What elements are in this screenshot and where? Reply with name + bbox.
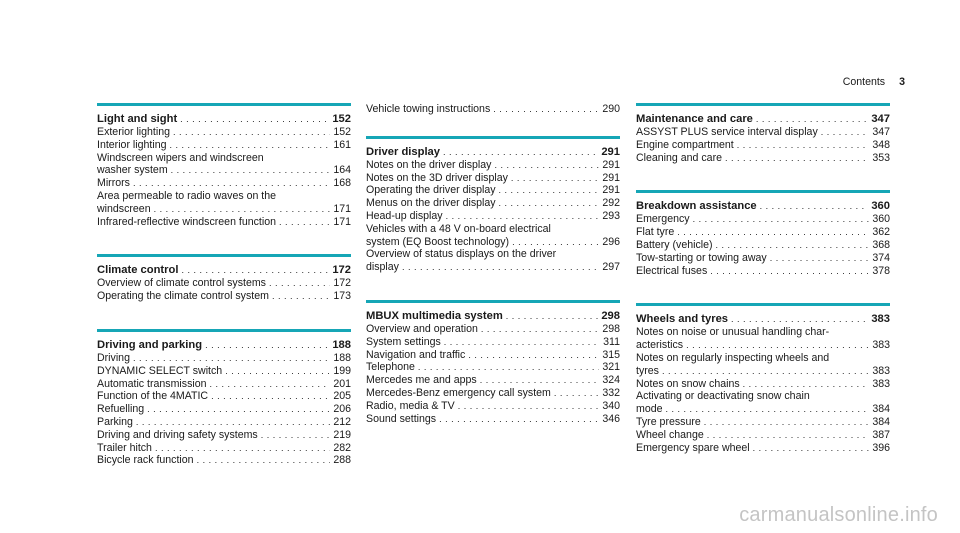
toc-entry-page: 205 (333, 390, 351, 403)
toc-entry-page: 173 (333, 290, 351, 303)
toc-entry-page: 212 (333, 415, 351, 428)
page-header (843, 76, 905, 88)
dot-leader (760, 199, 869, 213)
toc-entry[interactable] (636, 152, 890, 165)
toc-entry[interactable] (636, 378, 890, 391)
toc-entry-page: 383 (872, 339, 890, 352)
toc-entry[interactable] (366, 184, 620, 197)
toc-entry[interactable] (366, 374, 620, 387)
section-heading-title: Climate control (97, 264, 179, 277)
toc-entry-page: 374 (872, 251, 890, 264)
toc-entry-wrapped-line[interactable]: Vehicles with a 48 V on-board electrical (366, 222, 551, 235)
toc-entry-page: 360 (872, 213, 890, 226)
toc-entry-title: System settings (366, 335, 441, 348)
toc-entry[interactable] (366, 400, 620, 413)
section-heading[interactable] (97, 263, 351, 277)
toc-entry[interactable] (636, 226, 890, 239)
dot-leader (499, 184, 600, 197)
section-heading[interactable] (366, 145, 620, 159)
dot-leader (506, 309, 599, 323)
toc-entry[interactable] (366, 323, 620, 336)
section-heading-page: 291 (601, 145, 620, 158)
toc-entry-title: Mirrors (97, 177, 130, 190)
dot-leader (743, 378, 870, 391)
toc-entry[interactable] (97, 429, 351, 442)
toc-entry-title: DYNAMIC SELECT switch (97, 364, 223, 377)
section-heading[interactable] (366, 309, 620, 323)
section-divider-bar (97, 254, 351, 257)
section-heading-page: 152 (332, 113, 351, 125)
dot-leader (439, 413, 599, 426)
toc-entry[interactable] (636, 429, 890, 442)
toc-entry[interactable] (366, 336, 620, 349)
toc-entry-title: Driving (97, 351, 130, 364)
toc-entry-page: 368 (872, 238, 890, 251)
toc-entry-page: 291 (602, 184, 620, 197)
dot-leader (269, 277, 330, 290)
toc-entry-page: 321 (602, 361, 620, 374)
toc-entry-page: 201 (333, 377, 351, 390)
toc-entry-title: tyres (636, 364, 659, 377)
section-heading-title: Light and sight (97, 113, 178, 125)
toc-entry[interactable] (366, 387, 620, 400)
toc-entry-wrapped-line[interactable]: Notes on noise or unusual handling char- (636, 326, 830, 339)
dot-leader (677, 226, 869, 239)
toc-entry-title: Electrical fuses (636, 264, 708, 277)
toc-entry-page: 378 (872, 264, 890, 277)
toc-entry-title: Engine compartment (636, 138, 734, 151)
dot-leader (511, 172, 599, 185)
toc-entry-title: Parking (97, 415, 133, 428)
toc-entry[interactable] (97, 126, 351, 139)
dot-leader (753, 442, 870, 455)
toc-entry-title: Emergency spare wheel (636, 441, 750, 454)
dot-leader (211, 390, 330, 403)
dot-leader (197, 454, 331, 467)
toc-entry-wrapped-line[interactable]: Windscreen wipers and windscreen (97, 151, 264, 164)
toc-entry-page: 347 (872, 126, 890, 138)
toc-entry-page: 171 (333, 215, 351, 228)
toc-entry-title: acteristics (636, 339, 684, 352)
toc-entry-title: Emergency (636, 213, 690, 226)
toc-section (97, 103, 351, 228)
toc-entry-page: 332 (602, 386, 620, 399)
toc-entry-page: 383 (872, 377, 890, 390)
toc-column-3 (636, 103, 890, 480)
toc-section (97, 254, 351, 303)
dot-leader (731, 312, 868, 326)
section-heading-page: 360 (871, 200, 890, 213)
toc-entry[interactable] (366, 103, 620, 116)
toc-entry[interactable] (366, 159, 620, 172)
toc-entry[interactable] (366, 172, 620, 185)
dot-leader (494, 159, 599, 172)
toc-section (636, 103, 890, 164)
toc-entry-page: 383 (872, 364, 890, 377)
toc-entry[interactable] (636, 365, 890, 378)
toc-entry[interactable] (636, 442, 890, 455)
dot-leader (481, 323, 599, 336)
dot-leader (725, 152, 869, 165)
toc-entry-wrapped-line[interactable]: Activating or deactivating snow chain (636, 390, 810, 403)
toc-entry-title: system (EQ Boost technology) (366, 235, 510, 248)
dot-leader (770, 252, 870, 265)
header-page-number: 3 (899, 76, 905, 88)
toc-entry-title: Cleaning and care (636, 151, 722, 164)
toc-entry-page: 291 (602, 158, 620, 171)
toc-entry-page: 396 (872, 441, 890, 454)
toc-entry-page: 291 (602, 171, 620, 184)
section-divider-bar (636, 190, 890, 193)
toc-entry-page: 315 (602, 348, 620, 361)
toc-entry[interactable] (366, 261, 620, 274)
section-heading-page: 172 (332, 264, 351, 277)
section-heading[interactable] (97, 338, 351, 352)
dot-leader (181, 263, 329, 277)
toc-entry[interactable] (97, 416, 351, 429)
toc-entry[interactable] (636, 139, 890, 152)
toc-entry[interactable] (636, 213, 890, 226)
dot-leader (458, 400, 600, 413)
toc-entry-page: 171 (333, 202, 351, 215)
section-heading-title: MBUX multimedia system (366, 309, 503, 322)
toc-entry-page: 282 (333, 441, 351, 454)
toc-entry-wrapped-line[interactable]: Overview of status displays on the driver (366, 248, 557, 261)
toc-entry-page: 384 (872, 415, 890, 428)
toc-entry-wrapped-line[interactable]: Area permeable to radio waves on the (97, 189, 277, 202)
dot-leader (418, 361, 599, 374)
toc-entry-title: Radio, media & TV (366, 399, 455, 412)
toc-section (366, 136, 620, 274)
section-heading[interactable] (636, 199, 890, 213)
toc-entry-title: Bicycle rack function (97, 454, 194, 467)
toc-entry-title: Flat tyre (636, 226, 675, 239)
toc-entry[interactable] (636, 239, 890, 252)
toc-entry-title: mode (636, 403, 663, 416)
section-divider-bar (636, 303, 890, 306)
toc-entry-page: 293 (602, 209, 620, 222)
dot-leader (499, 197, 600, 210)
dot-leader (170, 139, 331, 152)
toc-entry-page: 362 (872, 226, 890, 239)
dot-leader (512, 236, 599, 249)
toc-entry[interactable] (366, 197, 620, 210)
dot-leader (443, 145, 598, 159)
toc-entry-title: Refuelling (97, 403, 145, 416)
section-divider-bar (97, 103, 351, 106)
toc-entry[interactable] (97, 378, 351, 391)
toc-entry-title: Notes on the driver display (366, 158, 492, 171)
toc-entry-title: Battery (vehicle) (636, 238, 713, 251)
dot-leader (707, 429, 870, 442)
toc-entry-title: Tow-starting or towing away (636, 251, 767, 264)
toc-entry-title: ASSYST PLUS service interval display (636, 126, 818, 138)
dot-leader (205, 338, 329, 352)
toc-entry-title: Driving and driving safety systems (97, 428, 258, 441)
dot-leader (171, 164, 331, 177)
dot-leader (180, 112, 329, 126)
toc-entry[interactable] (636, 339, 890, 352)
toc-entry-page: 152 (333, 126, 351, 138)
dot-leader (446, 210, 600, 223)
section-heading[interactable] (636, 312, 890, 326)
toc-entry[interactable] (97, 390, 351, 403)
toc-entry-page: 387 (872, 428, 890, 441)
toc-entry-title: display (366, 261, 399, 274)
section-heading-title: Maintenance and care (636, 113, 753, 125)
toc-entry[interactable] (97, 365, 351, 378)
toc-entry[interactable] (97, 177, 351, 190)
toc-entry[interactable] (97, 203, 351, 216)
toc-entry-page: 311 (603, 335, 620, 348)
toc-entry-page: 161 (333, 138, 351, 151)
toc-section (97, 329, 351, 467)
dot-leader (136, 416, 330, 429)
toc-entry-title: Notes on snow chains (636, 377, 740, 390)
section-heading-title: Wheels and tyres (636, 313, 729, 326)
toc-entry-page: 188 (333, 351, 351, 364)
dot-leader (737, 139, 870, 152)
toc-entry-title: Menus on the driver display (366, 197, 496, 210)
dot-leader (272, 290, 330, 303)
dot-leader (480, 374, 600, 387)
toc-entry-title: Sound settings (366, 412, 437, 425)
dot-leader (468, 349, 599, 362)
toc-entry-title: Vehicle towing instructions (366, 103, 491, 115)
toc-entry-title: Overview and operation (366, 322, 478, 335)
toc-section (636, 190, 890, 277)
toc-entry[interactable] (636, 265, 890, 278)
toc-entry-page: 292 (602, 197, 620, 210)
toc-entry-page: 353 (872, 151, 890, 164)
toc-entry[interactable] (636, 403, 890, 416)
toc-entry-page: 164 (333, 164, 351, 177)
section-divider-bar (366, 136, 620, 139)
toc-entry-page: 297 (602, 261, 620, 274)
toc-entry[interactable] (366, 361, 620, 374)
toc-entry-title: windscreen (97, 202, 151, 215)
dot-leader (210, 378, 331, 391)
dot-leader (554, 387, 599, 400)
dot-leader (133, 177, 330, 190)
dot-leader (662, 365, 869, 378)
toc-entry[interactable] (97, 454, 351, 467)
toc-entry[interactable] (97, 352, 351, 365)
toc-entry[interactable] (97, 164, 351, 177)
toc-entry-title: Navigation and traffic (366, 348, 466, 361)
toc-entry-title: Trailer hitch (97, 441, 152, 454)
dot-leader (173, 126, 330, 139)
dot-leader (133, 352, 330, 365)
toc-column-1 (97, 103, 351, 493)
section-heading-page: 347 (871, 113, 890, 125)
toc-entry-title: Overview of climate control systems (97, 277, 266, 290)
section-divider-bar (366, 300, 620, 303)
toc-entry-title: Operating the driver display (366, 184, 496, 197)
dot-leader (710, 265, 869, 278)
toc-entry[interactable] (366, 413, 620, 426)
section-heading-page: 188 (332, 338, 351, 351)
dot-leader (225, 365, 330, 378)
toc-entry[interactable] (636, 126, 890, 139)
toc-entry-title: Head-up display (366, 209, 443, 222)
toc-entry-title: Notes on the 3D driver display (366, 171, 508, 184)
dot-leader (155, 442, 330, 455)
dot-leader (821, 126, 870, 139)
toc-entry-page: 298 (602, 322, 620, 335)
section-divider-bar (97, 329, 351, 332)
toc-entry-title: Mercedes me and apps (366, 374, 477, 387)
dot-leader (493, 103, 599, 116)
toc-entry-page: 384 (872, 403, 890, 416)
toc-entry-page: 172 (333, 277, 351, 290)
toc-column-2 (366, 103, 620, 451)
toc-entry-title: Operating the climate control system (97, 290, 269, 303)
toc-entry-page: 296 (602, 235, 620, 248)
toc-entry-page: 340 (602, 399, 620, 412)
toc-entry[interactable] (636, 252, 890, 265)
dot-leader (686, 339, 869, 352)
dot-leader (279, 216, 330, 229)
toc-entry[interactable] (97, 139, 351, 152)
section-heading[interactable] (636, 112, 890, 126)
dot-leader (756, 112, 868, 126)
toc-entry-page: 199 (333, 364, 351, 377)
toc-entry-title: Telephone (366, 361, 415, 374)
dot-leader (704, 416, 870, 429)
toc-entry-page: 206 (333, 403, 351, 416)
toc-entry-page: 324 (602, 374, 620, 387)
section-heading-title: Driver display (366, 145, 440, 158)
dot-leader (154, 203, 331, 216)
dot-leader (666, 403, 870, 416)
dot-leader (693, 213, 870, 226)
section-heading-page: 298 (601, 309, 620, 322)
dot-leader (261, 429, 331, 442)
toc-entry[interactable] (97, 290, 351, 303)
toc-entry-wrapped-line[interactable]: Notes on regularly inspecting wheels and (636, 351, 830, 364)
toc-entry-title: Mercedes-Benz emergency call system (366, 386, 551, 399)
toc-entry[interactable] (366, 210, 620, 223)
header-title: Contents (842, 76, 886, 88)
section-heading[interactable] (97, 112, 351, 126)
toc-entry[interactable] (97, 216, 351, 229)
toc-entry[interactable] (97, 403, 351, 416)
toc-entry-page: 348 (872, 138, 890, 151)
dot-leader (402, 261, 599, 274)
toc-entry[interactable] (97, 442, 351, 455)
toc-entry-page: 290 (602, 103, 620, 115)
toc-entry[interactable] (97, 277, 351, 290)
section-divider-bar (636, 103, 890, 106)
toc-entry-title: Wheel change (636, 428, 704, 441)
toc-entry-title: Automatic transmission (97, 377, 207, 390)
toc-entry-page: 168 (333, 177, 351, 190)
toc-entry[interactable] (366, 349, 620, 362)
toc-entry[interactable] (636, 416, 890, 429)
watermark: carmanualsonline.info (739, 504, 938, 526)
section-heading-title: Driving and parking (97, 338, 203, 351)
section-heading-title: Breakdown assistance (636, 200, 757, 213)
toc-entry-title: washer system (97, 164, 168, 177)
section-heading-page: 383 (871, 313, 890, 326)
dot-leader (716, 239, 870, 252)
toc-entry-title: Function of the 4MATIC (97, 390, 209, 403)
toc-entry-title: Interior lighting (97, 138, 167, 151)
toc-entry-title: Infrared-reflective windscreen function (97, 215, 277, 228)
toc-entry-page: 288 (333, 454, 351, 467)
toc-entry-title: Tyre pressure (636, 415, 701, 428)
toc-entry-page: 219 (333, 428, 351, 441)
toc-section (636, 303, 890, 454)
toc-entry-title: Exterior lighting (97, 126, 171, 138)
toc-entry[interactable] (366, 236, 620, 249)
toc-entry-page: 346 (602, 412, 620, 425)
dot-leader (147, 403, 330, 416)
dot-leader (444, 336, 600, 349)
toc-section (366, 300, 620, 425)
